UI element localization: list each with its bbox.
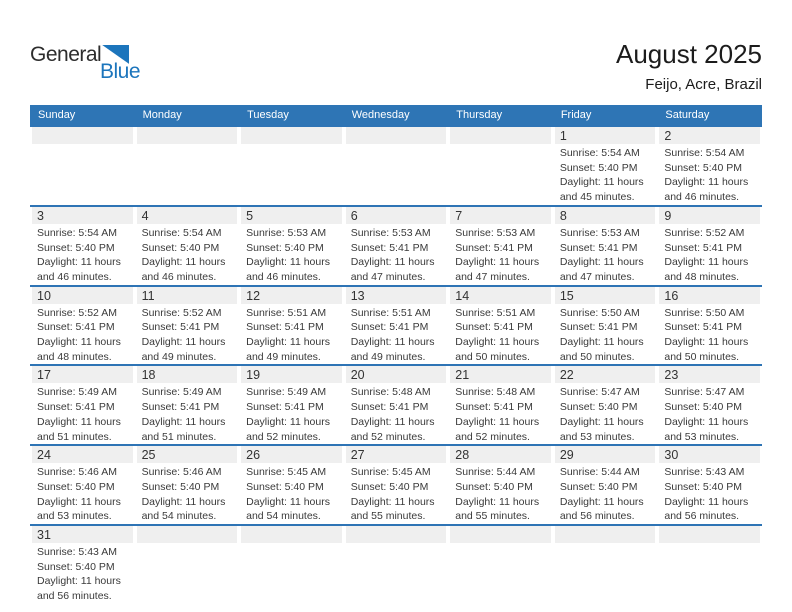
logo-text-general: General — [30, 43, 102, 66]
day-number-band — [659, 366, 760, 383]
weekday-header-friday: Friday — [553, 105, 658, 126]
day-number-band — [346, 446, 447, 463]
day-number-band — [241, 207, 342, 224]
day-info — [553, 463, 658, 524]
sunrise-line: Sunrise: 5:54 AM — [664, 147, 745, 159]
empty-day-cell — [239, 525, 344, 604]
sunset-line: Sunset: 5:41 PM — [350, 321, 429, 334]
day-number-band — [241, 366, 342, 383]
empty-day-cell — [135, 126, 240, 206]
day-info — [30, 543, 135, 604]
day-number-band — [137, 446, 238, 463]
daylight-line-2: and 53 minutes. — [37, 510, 112, 523]
location-subtitle: Feijo, Acre, Brazil — [645, 75, 762, 93]
day-info — [344, 383, 449, 444]
sunrise-line: Sunrise: 5:53 AM — [246, 226, 327, 239]
daylight-line-1: Daylight: 11 hours — [455, 336, 540, 349]
day-number-band — [32, 207, 133, 224]
sunrise-line: Sunrise: 5:54 AM — [37, 226, 117, 239]
daylight-line-1: Daylight: 11 hours — [664, 415, 749, 428]
day-number-band — [450, 127, 551, 144]
day-number: 14 — [455, 288, 470, 303]
day-info — [448, 224, 553, 285]
daylight-line-1: Daylight: 11 hours — [455, 495, 540, 508]
daylight-line-2: and 52 minutes. — [350, 430, 426, 443]
daylight-line-2: and 53 minutes. — [664, 430, 740, 443]
day-cell-26 — [239, 445, 344, 525]
sunset-line: Sunset: 5:40 PM — [37, 480, 115, 493]
daylight-line-2: and 46 minutes. — [664, 191, 740, 204]
day-number: 7 — [455, 208, 463, 223]
sunset-line: Sunset: 5:41 PM — [664, 241, 743, 254]
day-number: 28 — [455, 448, 470, 463]
day-info — [135, 304, 240, 365]
day-number-band — [659, 446, 760, 463]
day-number: 19 — [246, 368, 261, 383]
daylight-line-2: and 49 minutes. — [350, 350, 426, 363]
daylight-line-2: and 56 minutes. — [37, 590, 112, 603]
day-number-band — [659, 207, 760, 224]
day-number-band — [137, 366, 238, 383]
day-number-band — [555, 446, 656, 463]
daylight-line-2: and 52 minutes. — [246, 430, 321, 443]
day-number-band — [450, 366, 551, 383]
day-cell-14 — [448, 286, 553, 366]
daylight-line-1: Daylight: 11 hours — [559, 336, 644, 349]
sunset-line: Sunset: 5:40 PM — [246, 480, 324, 493]
day-number: 9 — [664, 208, 672, 223]
day-cell-25 — [135, 445, 240, 525]
sunset-line: Sunset: 5:40 PM — [141, 241, 220, 254]
daylight-line-2: and 47 minutes. — [455, 270, 530, 283]
sunset-line: Sunset: 5:40 PM — [664, 480, 743, 493]
day-cell-8 — [553, 206, 658, 286]
calendar-body — [30, 126, 762, 604]
week-row-6 — [30, 525, 762, 604]
daylight-line-2: and 48 minutes. — [37, 350, 112, 363]
daylight-line-2: and 51 minutes. — [141, 430, 217, 443]
day-number: 13 — [350, 288, 365, 303]
day-info — [657, 463, 762, 524]
daylight-line-2: and 47 minutes. — [559, 270, 635, 283]
day-cell-10 — [30, 286, 135, 366]
daylight-line-1: Daylight: 11 hours — [350, 495, 435, 508]
daylight-line-1: Daylight: 11 hours — [141, 336, 226, 349]
calendar-table — [30, 105, 762, 604]
day-number-band — [241, 526, 342, 543]
sunset-line: Sunset: 5:41 PM — [246, 321, 324, 334]
sunset-line: Sunset: 5:41 PM — [141, 321, 220, 334]
daylight-line-1: Daylight: 11 hours — [664, 336, 749, 349]
day-number-band — [32, 287, 133, 304]
day-number: 25 — [141, 448, 156, 463]
day-cell-13 — [344, 286, 449, 366]
day-number-band — [659, 526, 760, 543]
sunset-line: Sunset: 5:40 PM — [141, 480, 220, 493]
empty-day-cell — [657, 525, 762, 604]
day-number-band — [241, 127, 342, 144]
day-number-band — [241, 287, 342, 304]
day-info — [239, 224, 344, 285]
sunset-line: Sunset: 5:40 PM — [455, 480, 533, 493]
day-number: 22 — [559, 368, 574, 383]
daylight-line-2: and 47 minutes. — [350, 270, 426, 283]
day-info — [657, 383, 762, 444]
day-number-band — [555, 287, 656, 304]
daylight-line-1: Daylight: 11 hours — [246, 336, 330, 349]
day-cell-31 — [30, 525, 135, 604]
sunset-line: Sunset: 5:41 PM — [37, 401, 115, 414]
sunset-line: Sunset: 5:40 PM — [559, 161, 638, 174]
daylight-line-1: Daylight: 11 hours — [37, 575, 121, 588]
week-row-1 — [30, 126, 762, 206]
day-number-band — [346, 207, 447, 224]
daylight-line-2: and 52 minutes. — [455, 430, 530, 443]
daylight-line-1: Daylight: 11 hours — [455, 415, 540, 428]
sunrise-line: Sunrise: 5:48 AM — [350, 386, 431, 399]
day-cell-1 — [553, 126, 658, 206]
daylight-line-1: Daylight: 11 hours — [559, 495, 644, 508]
sunrise-line: Sunrise: 5:50 AM — [664, 306, 745, 319]
day-cell-29 — [553, 445, 658, 525]
sunset-line: Sunset: 5:41 PM — [455, 241, 533, 254]
empty-day-cell — [239, 126, 344, 206]
sunrise-line: Sunrise: 5:45 AM — [350, 466, 431, 479]
day-info — [344, 463, 449, 524]
sunrise-line: Sunrise: 5:51 AM — [246, 306, 327, 319]
day-number-band — [450, 207, 551, 224]
day-cell-7 — [448, 206, 553, 286]
day-number: 2 — [664, 129, 672, 143]
daylight-line-2: and 54 minutes. — [141, 510, 217, 523]
sunset-line: Sunset: 5:41 PM — [559, 321, 638, 334]
sunrise-line: Sunrise: 5:47 AM — [559, 386, 640, 399]
day-cell-24 — [30, 445, 135, 525]
sunrise-line: Sunrise: 5:43 AM — [664, 466, 745, 479]
sunset-line: Sunset: 5:41 PM — [664, 321, 743, 334]
day-cell-3 — [30, 206, 135, 286]
day-number: 4 — [141, 208, 149, 223]
month-year-title: August 2025 — [615, 39, 762, 69]
week-row-2 — [30, 206, 762, 286]
day-number-band — [346, 366, 447, 383]
daylight-line-1: Daylight: 11 hours — [37, 336, 121, 349]
sunset-line: Sunset: 5:40 PM — [37, 560, 115, 573]
weekday-header-thursday: Thursday — [448, 105, 553, 126]
day-cell-27 — [344, 445, 449, 525]
daylight-line-2: and 49 minutes. — [141, 350, 217, 363]
daylight-line-2: and 48 minutes. — [664, 270, 740, 283]
day-number-band — [659, 127, 760, 144]
day-info — [657, 304, 762, 365]
day-number: 10 — [37, 288, 51, 303]
weekday-header-monday: Monday — [135, 105, 240, 126]
day-info — [239, 383, 344, 444]
day-number: 12 — [246, 288, 261, 303]
daylight-line-1: Daylight: 11 hours — [664, 495, 749, 508]
day-number: 24 — [37, 448, 51, 463]
empty-day-cell — [553, 525, 658, 604]
sunrise-line: Sunrise: 5:54 AM — [559, 147, 640, 159]
sunset-line: Sunset: 5:40 PM — [664, 401, 743, 414]
daylight-line-1: Daylight: 11 hours — [664, 176, 749, 189]
sunrise-line: Sunrise: 5:53 AM — [455, 226, 536, 239]
day-number: 18 — [141, 368, 156, 383]
daylight-line-1: Daylight: 11 hours — [37, 256, 121, 269]
week-row-5 — [30, 445, 762, 525]
day-info — [448, 463, 553, 524]
day-number: 15 — [559, 288, 574, 303]
week-row-3 — [30, 286, 762, 366]
daylight-line-2: and 53 minutes. — [559, 430, 635, 443]
sunrise-line: Sunrise: 5:49 AM — [141, 386, 222, 399]
sunrise-line: Sunrise: 5:53 AM — [559, 226, 640, 239]
day-number-band — [137, 526, 238, 543]
day-number: 5 — [246, 208, 254, 223]
day-info — [657, 144, 762, 205]
sunset-line: Sunset: 5:41 PM — [141, 401, 220, 414]
day-number-band — [32, 446, 133, 463]
day-info — [344, 224, 449, 285]
sunset-line: Sunset: 5:40 PM — [37, 241, 115, 254]
day-number-band — [137, 287, 238, 304]
day-number: 11 — [141, 288, 155, 303]
weekday-header-tuesday: Tuesday — [239, 105, 344, 126]
day-cell-21 — [448, 365, 553, 445]
day-info — [553, 144, 658, 205]
day-cell-19 — [239, 365, 344, 445]
day-cell-23 — [657, 365, 762, 445]
day-number: 21 — [455, 368, 470, 383]
daylight-line-2: and 50 minutes. — [559, 350, 635, 363]
daylight-line-1: Daylight: 11 hours — [141, 256, 226, 269]
day-number-band — [346, 127, 447, 144]
sunrise-line: Sunrise: 5:49 AM — [37, 386, 117, 399]
empty-day-cell — [135, 525, 240, 604]
daylight-line-1: Daylight: 11 hours — [246, 495, 330, 508]
daylight-line-2: and 55 minutes. — [455, 510, 530, 523]
sunset-line: Sunset: 5:41 PM — [455, 401, 533, 414]
day-info — [30, 224, 135, 285]
weekday-header-row — [30, 105, 762, 126]
sunrise-line: Sunrise: 5:47 AM — [664, 386, 745, 399]
sunset-line: Sunset: 5:40 PM — [664, 161, 743, 174]
day-cell-2 — [657, 126, 762, 206]
day-info — [553, 383, 658, 444]
day-number-band — [32, 366, 133, 383]
daylight-line-1: Daylight: 11 hours — [141, 415, 226, 428]
day-cell-9 — [657, 206, 762, 286]
day-number-band — [659, 287, 760, 304]
day-number-band — [137, 127, 238, 144]
day-info — [30, 383, 135, 444]
day-number-band — [32, 526, 133, 543]
day-number: 31 — [37, 528, 51, 543]
sunrise-line: Sunrise: 5:50 AM — [559, 306, 640, 319]
sunrise-line: Sunrise: 5:44 AM — [455, 466, 536, 479]
daylight-line-2: and 50 minutes. — [664, 350, 740, 363]
sunset-line: Sunset: 5:40 PM — [559, 480, 638, 493]
sunrise-line: Sunrise: 5:53 AM — [350, 226, 431, 239]
day-info — [30, 463, 135, 524]
sunset-line: Sunset: 5:40 PM — [246, 241, 324, 254]
day-number: 8 — [559, 208, 567, 223]
sunrise-line: Sunrise: 5:48 AM — [455, 386, 536, 399]
daylight-line-1: Daylight: 11 hours — [350, 336, 435, 349]
sunset-line: Sunset: 5:41 PM — [455, 321, 533, 334]
day-number-band — [555, 127, 656, 144]
day-cell-18 — [135, 365, 240, 445]
day-cell-5 — [239, 206, 344, 286]
daylight-line-2: and 49 minutes. — [246, 350, 321, 363]
daylight-line-1: Daylight: 11 hours — [559, 176, 644, 189]
daylight-line-2: and 50 minutes. — [455, 350, 530, 363]
day-cell-17 — [30, 365, 135, 445]
day-info — [30, 304, 135, 365]
day-number-band — [450, 287, 551, 304]
daylight-line-1: Daylight: 11 hours — [37, 415, 121, 428]
sunrise-line: Sunrise: 5:52 AM — [664, 226, 745, 239]
day-cell-4 — [135, 206, 240, 286]
day-number-band — [555, 366, 656, 383]
day-info — [448, 304, 553, 365]
daylight-line-2: and 56 minutes. — [559, 510, 635, 523]
weekday-header-sunday: Sunday — [30, 105, 135, 126]
sunset-line: Sunset: 5:41 PM — [37, 321, 115, 334]
empty-day-cell — [448, 525, 553, 604]
daylight-line-1: Daylight: 11 hours — [559, 256, 644, 269]
sunrise-line: Sunrise: 5:46 AM — [141, 466, 222, 479]
day-number-band — [555, 526, 656, 543]
sunrise-line: Sunrise: 5:43 AM — [37, 546, 117, 559]
day-info — [135, 463, 240, 524]
week-row-4 — [30, 365, 762, 445]
sunset-line: Sunset: 5:40 PM — [559, 401, 638, 414]
day-cell-28 — [448, 445, 553, 525]
sunrise-line: Sunrise: 5:51 AM — [350, 306, 431, 319]
sunset-line: Sunset: 5:40 PM — [350, 480, 429, 493]
day-number-band — [555, 207, 656, 224]
day-info — [239, 304, 344, 365]
day-cell-20 — [344, 365, 449, 445]
day-number: 27 — [350, 448, 365, 463]
sunrise-line: Sunrise: 5:51 AM — [455, 306, 536, 319]
daylight-line-1: Daylight: 11 hours — [246, 256, 330, 269]
empty-day-cell — [448, 126, 553, 206]
sunset-line: Sunset: 5:41 PM — [350, 401, 429, 414]
daylight-line-2: and 51 minutes. — [37, 430, 112, 443]
logo-text-blue: Blue — [100, 60, 141, 83]
daylight-line-2: and 56 minutes. — [664, 510, 740, 523]
day-cell-16 — [657, 286, 762, 366]
sunrise-line: Sunrise: 5:44 AM — [559, 466, 640, 479]
empty-day-cell — [344, 126, 449, 206]
day-number: 30 — [664, 448, 679, 463]
day-info — [135, 383, 240, 444]
day-number: 6 — [350, 208, 358, 223]
day-cell-22 — [553, 365, 658, 445]
page-header — [30, 40, 762, 93]
sunrise-line: Sunrise: 5:49 AM — [246, 386, 327, 399]
day-info — [135, 224, 240, 285]
daylight-line-1: Daylight: 11 hours — [141, 495, 226, 508]
daylight-line-2: and 46 minutes. — [37, 270, 112, 283]
empty-day-cell — [30, 126, 135, 206]
day-info — [657, 224, 762, 285]
daylight-line-2: and 46 minutes. — [246, 270, 321, 283]
sunrise-line: Sunrise: 5:46 AM — [37, 466, 117, 479]
day-cell-11 — [135, 286, 240, 366]
day-info — [344, 304, 449, 365]
daylight-line-2: and 54 minutes. — [246, 510, 321, 523]
day-number-band — [346, 526, 447, 543]
sunrise-line: Sunrise: 5:45 AM — [246, 466, 327, 479]
daylight-line-1: Daylight: 11 hours — [350, 415, 435, 428]
daylight-line-1: Daylight: 11 hours — [559, 415, 644, 428]
day-cell-12 — [239, 286, 344, 366]
daylight-line-1: Daylight: 11 hours — [246, 415, 330, 428]
brand-logo — [30, 44, 140, 82]
day-cell-15 — [553, 286, 658, 366]
sunrise-line: Sunrise: 5:52 AM — [141, 306, 222, 319]
day-number: 26 — [246, 448, 261, 463]
daylight-line-1: Daylight: 11 hours — [455, 256, 540, 269]
daylight-line-1: Daylight: 11 hours — [37, 495, 121, 508]
day-number: 23 — [664, 368, 679, 383]
day-cell-30 — [657, 445, 762, 525]
day-info — [553, 304, 658, 365]
sunrise-line: Sunrise: 5:54 AM — [141, 226, 222, 239]
sunset-line: Sunset: 5:41 PM — [246, 401, 324, 414]
calendar-head — [30, 105, 762, 126]
day-number: 1 — [559, 129, 567, 143]
weekday-header-wednesday: Wednesday — [344, 105, 449, 126]
day-number-band — [137, 207, 238, 224]
weekday-header-saturday: Saturday — [657, 105, 762, 126]
empty-day-cell — [344, 525, 449, 604]
day-number: 17 — [37, 368, 51, 383]
day-number: 3 — [37, 208, 44, 223]
day-number-band — [450, 446, 551, 463]
day-number-band — [241, 446, 342, 463]
daylight-line-2: and 55 minutes. — [350, 510, 426, 523]
day-number-band — [346, 287, 447, 304]
day-info — [239, 463, 344, 524]
sunrise-line: Sunrise: 5:52 AM — [37, 306, 117, 319]
day-number: 20 — [350, 368, 365, 383]
daylight-line-1: Daylight: 11 hours — [350, 256, 435, 269]
day-info — [448, 383, 553, 444]
daylight-line-2: and 46 minutes. — [141, 270, 217, 283]
day-cell-6 — [344, 206, 449, 286]
daylight-line-1: Daylight: 11 hours — [664, 256, 749, 269]
title-block — [616, 40, 762, 93]
sunset-line: Sunset: 5:41 PM — [350, 241, 429, 254]
sunset-line: Sunset: 5:41 PM — [559, 241, 638, 254]
daylight-line-2: and 45 minutes. — [559, 191, 635, 204]
day-number-band — [32, 127, 133, 144]
day-info — [553, 224, 658, 285]
day-number: 16 — [664, 288, 679, 303]
day-number: 29 — [559, 448, 574, 463]
day-number-band — [450, 526, 551, 543]
